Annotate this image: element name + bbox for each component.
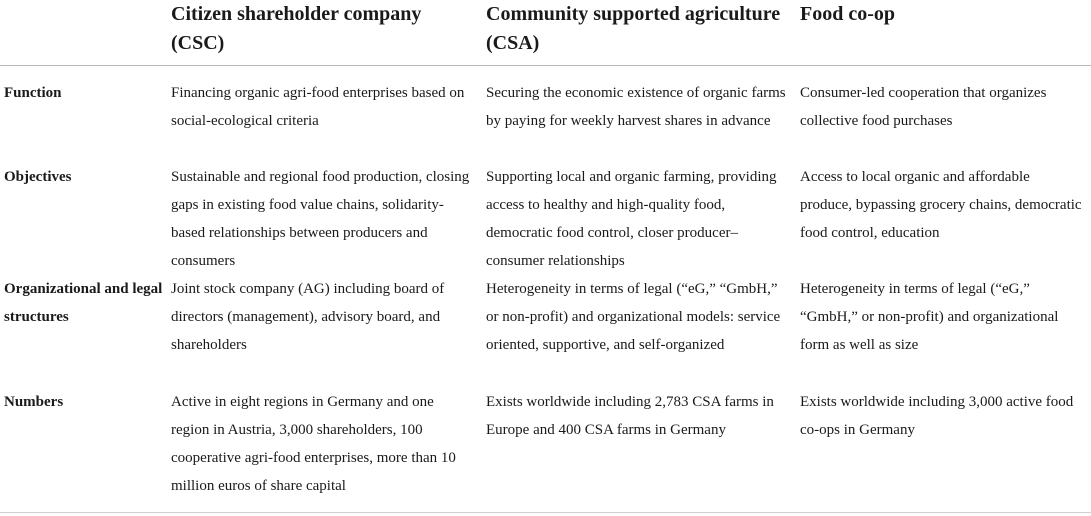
header-cell-food-coop: Food co-op xyxy=(800,3,895,25)
cell-csc: Sustainable and regional food production, closing gaps in existing food value chains, solidarity-based relationships between producers and consumers xyxy=(171,169,470,269)
row-label: Function xyxy=(4,85,62,101)
cell-food-coop: Access to local organic and affordable produce, bypassing grocery chains, democratic food control, education xyxy=(800,169,1082,241)
header-cell-csc: Citizen shareholder company (CSC) xyxy=(171,3,422,54)
row-label: Objectives xyxy=(4,169,72,185)
cell-food-coop: Exists worldwide including 3,000 active food co-ops in Germany xyxy=(800,394,1074,438)
cell-csc: Financing organic agri-food enterprises based on social-ecological criteria xyxy=(171,85,465,129)
cell-food-coop: Heterogeneity in terms of legal (“eG,” “GmbH,” or non-profit) and organizational form as well as size xyxy=(800,281,1059,353)
row-label: Organizational and legal structures xyxy=(4,281,163,325)
cell-csa: Exists worldwide including 2,783 CSA farms in Europe and 400 CSA farms in Germany xyxy=(486,394,774,438)
cell-csc: Joint stock company (AG) including board of directors (management), advisory board, and shareholders xyxy=(171,281,445,353)
header-divider xyxy=(0,65,1091,66)
table-bottom-divider xyxy=(0,512,1091,513)
cell-csa: Heterogeneity in terms of legal (“eG,” “GmbH,” or non-profit) and organizational models: service oriented, supportive, and self-organized xyxy=(486,281,781,353)
cell-food-coop: Consumer-led cooperation that organizes collective food purchases xyxy=(800,85,1047,129)
cell-csa: Securing the economic existence of organic farms by paying for weekly harvest shares in advance xyxy=(486,85,786,129)
row-label: Numbers xyxy=(4,394,64,410)
header-cell-csa: Community supported agriculture (CSA) xyxy=(486,3,781,54)
cell-csa: Supporting local and organic farming, providing access to healthy and high-quality food, democratic food control, closer producer–consumer relationships xyxy=(486,169,777,269)
cell-csc: Active in eight regions in Germany and one region in Austria, 3,000 shareholders, 100 cooperative agri-food enterprises, more than 10 million euros of share capital xyxy=(171,394,456,494)
